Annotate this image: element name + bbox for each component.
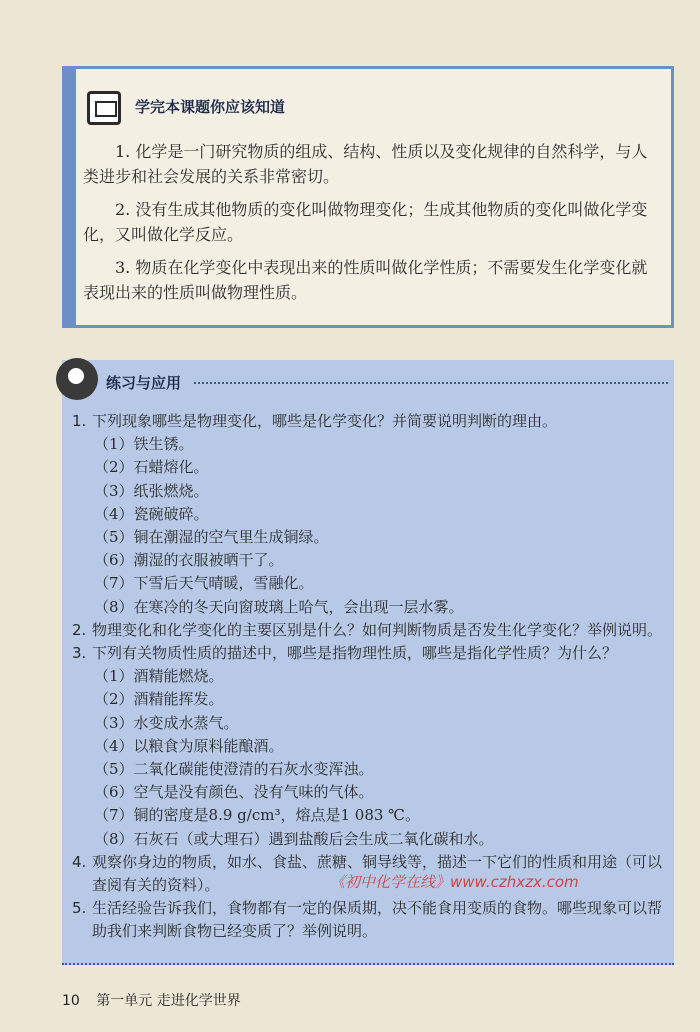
summary-point: 2. 没有生成其他物质的变化叫做物理变化；生成其他物质的变化叫做化学变化，又叫做化学反应。 [83, 200, 648, 244]
footer-unit: 第一单元 [96, 993, 153, 1009]
watermark: 《初中化学在线》www.czhxzx.com [330, 873, 579, 891]
question-text: 生活经验告诉我们，食物都有一定的保质期，决不能食用变质的食物。哪些现象可以帮助我们来判断食物已经变质了？举例说明。 [92, 899, 663, 941]
list-item: （3）水变成水蒸气。 [94, 713, 239, 732]
summary-box [62, 66, 674, 328]
list-item: （6）潮湿的衣服被晒干了。 [94, 551, 284, 570]
list-item: （2）酒精能挥发。 [94, 690, 224, 709]
dotted-rule [194, 382, 668, 384]
question-1-items [72, 433, 664, 619]
question-3-items [72, 665, 664, 851]
list-item: （5）铜在潮湿的空气里生成铜绿。 [94, 528, 329, 547]
list-item: （6）空气是没有颜色、没有气味的气体。 [94, 783, 374, 802]
summary-accent-bar [62, 66, 76, 328]
summary-point: 3. 物质在化学变化中表现出来的性质叫做化学性质；不需要发生化学变化就表现出来的性质叫做物理性质。 [83, 258, 648, 302]
list-item: （8）在寒冷的冬天向窗玻璃上哈气，会出现一层水雾。 [94, 597, 464, 616]
book-icon [87, 91, 121, 125]
page-number: 10 [62, 993, 80, 1009]
question-3 [72, 642, 664, 665]
question-number: 1. [72, 412, 87, 430]
list-item: （2）石蜡熔化。 [94, 458, 209, 477]
question-text: 物理变化和化学变化的主要区别是什么？如何判断物质是否发生化学变化？举例说明。 [92, 620, 663, 639]
question-list [72, 410, 664, 944]
summary-point: 1. 化学是一门研究物质的组成、结构、性质以及变化规律的自然科学，与人类进步和社会发展的关系非常密切。 [83, 142, 648, 186]
practice-title: 练习与应用 [106, 374, 182, 392]
page-footer [62, 990, 241, 1010]
summary-points [83, 139, 663, 313]
question-number: 3. [72, 644, 87, 663]
question-text: 下列现象哪些是物理变化，哪些是化学变化？并简要说明判断的理由。 [92, 412, 558, 430]
question-5 [72, 897, 664, 943]
list-item: （4）瓷碗破碎。 [94, 504, 209, 523]
list-item: （5）二氧化碳能使澄清的石灰水变浑浊。 [94, 760, 374, 779]
question-2 [72, 619, 664, 642]
list-item: （1）铁生锈。 [94, 435, 194, 454]
list-item: （4）以粮食为原料能酿酒。 [94, 736, 284, 755]
list-item: （8）石灰石（或大理石）遇到盐酸后会生成二氧化碳和水。 [94, 829, 494, 848]
list-item: （7）下雪后天气晴暖，雪融化。 [94, 574, 314, 593]
list-item: （7）铜的密度是8.9 g/cm³，熔点是1 083 ℃。 [94, 806, 420, 825]
question-number: 2. [72, 620, 87, 639]
summary-title: 学完本课题你应该知道 [135, 98, 286, 116]
question-text: 下列有关物质性质的描述中，哪些是指物理性质，哪些是指化学性质？为什么？ [92, 644, 618, 663]
dotted-rule-bottom [62, 963, 674, 965]
question-1 [72, 410, 664, 433]
list-item: （3）纸张燃烧。 [94, 481, 209, 500]
footer-title: 走进化学世界 [156, 993, 241, 1009]
list-item: （1）酒精能燃烧。 [94, 667, 224, 686]
practice-icon [56, 358, 98, 400]
question-text: 观察你身边的物质，如水、食盐、蔗糖、铜导线等，描述一下它们的性质和用途（可以查阅有关的资料）。 [92, 852, 663, 895]
question-number: 4. [72, 852, 87, 871]
question-number: 5. [72, 899, 87, 918]
